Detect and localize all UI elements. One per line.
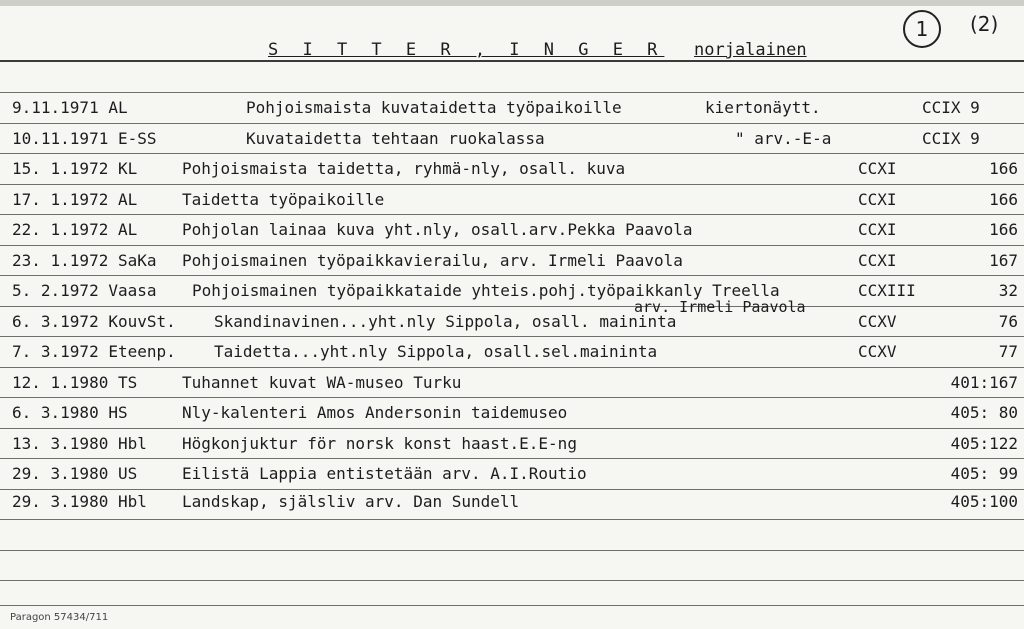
entry-row bbox=[0, 92, 1024, 122]
entry-number: 166 bbox=[989, 220, 1018, 239]
row-rule bbox=[0, 580, 1024, 581]
row-rule bbox=[0, 550, 1024, 551]
inserted-note: arv. Irmeli Paavola bbox=[634, 298, 806, 316]
entry-text: Pohjoismainen työpaikkataide yhteis.pohj.työpaikkanly Treella bbox=[192, 281, 780, 300]
entry-number: 166 bbox=[989, 159, 1018, 178]
entry-number: 401:167 bbox=[950, 373, 1018, 392]
entry-date: 9.11.1971 AL bbox=[12, 98, 128, 117]
header-rule bbox=[0, 60, 1024, 62]
entry-number: 167 bbox=[989, 251, 1018, 270]
entry-ref: CCXI bbox=[858, 220, 897, 239]
entry-row bbox=[0, 458, 1024, 488]
entry-date: 17. 1.1972 AL bbox=[12, 190, 138, 209]
entry-text: Taidetta...yht.nly Sippola, osall.sel.maininta bbox=[214, 342, 658, 361]
entry-text: Pohjoismainen työpaikkavierailu, arv. Irmeli Paavola bbox=[182, 251, 683, 270]
artist-nationality: norjalainen bbox=[694, 40, 807, 60]
entry-row bbox=[0, 336, 1024, 366]
entry-ref: CCXI bbox=[858, 159, 897, 178]
entry-date: 29. 3.1980 US bbox=[12, 464, 138, 483]
entry-row bbox=[0, 123, 1024, 153]
entry-date: 6. 3.1980 HS bbox=[12, 403, 128, 422]
entry-row bbox=[0, 275, 1024, 305]
entry-ref: CCXI bbox=[858, 190, 897, 209]
entry-date: 5. 2.1972 Vaasa bbox=[12, 281, 157, 300]
entry-text: Landskap, själsliv arv. Dan Sundell bbox=[182, 492, 520, 511]
entry-date: 7. 3.1972 Eteenp. bbox=[12, 342, 176, 361]
entry-row bbox=[0, 153, 1024, 183]
entry-ref: CCXV bbox=[858, 312, 897, 331]
entry-text: Pohjoismaista taidetta, ryhmä-nly, osall. kuva bbox=[182, 159, 626, 178]
card-number-paren: (2) bbox=[970, 12, 999, 36]
circled-card-number: 1 bbox=[903, 10, 941, 48]
entry-date: 10.11.1971 E-SS bbox=[12, 129, 157, 148]
entry-note: " arv.-E-a bbox=[735, 129, 832, 148]
entry-text: Pohjolan lainaa kuva yht.nly, osall.arv.Pekka Paavola bbox=[182, 220, 693, 239]
entry-ref: CCXV bbox=[858, 342, 897, 361]
entry-date: 29. 3.1980 Hbl bbox=[12, 492, 147, 511]
entry-text: Kuvataidetta tehtaan ruokalassa bbox=[246, 129, 545, 148]
entry-text: Tuhannet kuvat WA-museo Turku bbox=[182, 373, 462, 392]
entry-text: Eilistä Lappia entistetään arv. A.I.Routio bbox=[182, 464, 587, 483]
entry-date: 22. 1.1972 AL bbox=[12, 220, 138, 239]
row-rule bbox=[0, 605, 1024, 606]
entry-row bbox=[0, 184, 1024, 214]
entry-date: 12. 1.1980 TS bbox=[12, 373, 138, 392]
entry-text: Taidetta työpaikoille bbox=[182, 190, 385, 209]
entry-number: 76 bbox=[998, 312, 1018, 331]
card-print-code: Paragon 57434/711 bbox=[10, 612, 109, 623]
entry-number: 405:100 bbox=[950, 492, 1018, 511]
entry-ref: CCXIII bbox=[858, 281, 916, 300]
entry-number: 77 bbox=[998, 342, 1018, 361]
entry-row bbox=[0, 214, 1024, 244]
entry-number: 166 bbox=[989, 190, 1018, 209]
entry-row bbox=[0, 428, 1024, 458]
entry-ref: CCIX 9 bbox=[922, 129, 980, 148]
entry-date: 15. 1.1972 KL bbox=[12, 159, 138, 178]
entry-date: 13. 3.1980 Hbl bbox=[12, 434, 147, 453]
entry-note: kiertonäytt. bbox=[705, 98, 821, 117]
entry-text: Pohjoismaista kuvataidetta työpaikoille bbox=[246, 98, 622, 117]
entry-date: 6. 3.1972 KouvSt. bbox=[12, 312, 176, 331]
artist-name: S I T T E R , I N G E R bbox=[268, 40, 665, 60]
entry-ref: CCXI bbox=[858, 251, 897, 270]
entry-text: Högkonjuktur för norsk konst haast.E.E-ng bbox=[182, 434, 577, 453]
entry-row bbox=[0, 367, 1024, 397]
entry-row bbox=[0, 397, 1024, 427]
entry-text: Skandinavinen...yht.nly Sippola, osall. maininta bbox=[214, 312, 677, 331]
entry-row bbox=[0, 486, 1024, 516]
entry-number: 32 bbox=[998, 281, 1018, 300]
row-rule bbox=[0, 519, 1024, 520]
entry-text: Nly-kalenteri Amos Andersonin taidemuseo bbox=[182, 403, 568, 422]
entry-number: 405:122 bbox=[950, 434, 1018, 453]
entry-number: 405: 80 bbox=[950, 403, 1018, 422]
entry-ref: CCIX 9 bbox=[922, 98, 980, 117]
entry-date: 23. 1.1972 SaKa bbox=[12, 251, 157, 270]
card-top-edge bbox=[0, 0, 1024, 6]
entry-row bbox=[0, 306, 1024, 336]
entry-number: 405: 99 bbox=[950, 464, 1018, 483]
entry-row bbox=[0, 245, 1024, 275]
